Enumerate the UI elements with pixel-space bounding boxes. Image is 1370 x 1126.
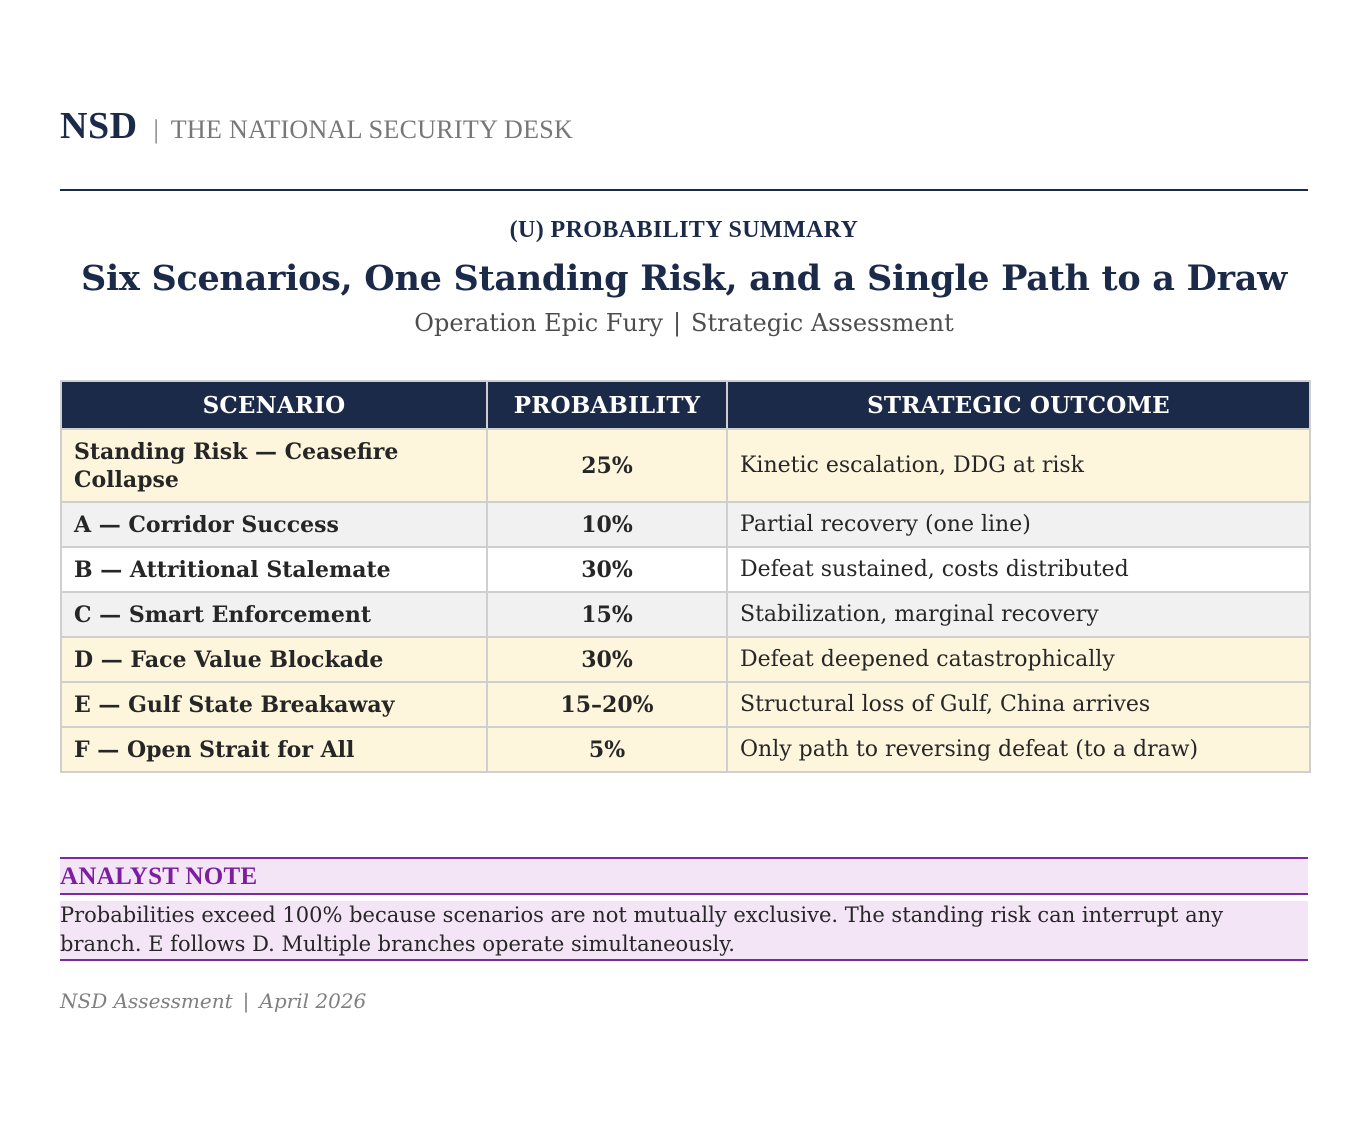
table-row [61,547,1310,592]
column-header-scenario: SCENARIO [61,381,487,429]
footer-separator: | [242,989,250,1013]
subtitle-separator: | [672,309,682,337]
probability-cell: 10% [487,502,727,547]
footer-date: April 2026 [259,989,367,1013]
table-row [61,502,1310,547]
outcome-cell: Kinetic escalation, DDG at risk [727,429,1310,502]
note-bottom-rule [60,959,1308,961]
scenario-table [60,380,1311,773]
probability-cell: 5% [487,727,727,772]
masthead-separator: | [153,115,159,144]
table-row [61,727,1310,772]
page-subtitle [60,309,1308,337]
outcome-cell: Only path to reversing defeat (to a draw) [727,727,1310,772]
footer-source: NSD Assessment [60,989,233,1013]
analyst-note-body: Probabilities exceed 100% because scenarios are not mutually exclusive. The standing risk can interrupt any branch. E follows D. Multiple branches operate simultaneously. [60,901,1308,959]
masthead-tagline: THE NATIONAL SECURITY DESK [170,115,574,144]
outcome-cell: Stabilization, marginal recovery [727,592,1310,637]
table-row [61,637,1310,682]
probability-cell: 15–20% [487,682,727,727]
outcome-cell: Defeat deepened catastrophically [727,637,1310,682]
page-title: Six Scenarios, One Standing Risk, and a Single Path to a Draw [81,258,1287,299]
scenario-cell: Standing Risk — Ceasefire Collapse [61,429,487,502]
outcome-cell: Partial recovery (one line) [727,502,1310,547]
table-row [61,682,1310,727]
column-header-outcome: STRATEGIC OUTCOME [727,381,1310,429]
subtitle-assessment: Strategic Assessment [691,309,954,337]
table-row [61,429,1310,502]
scenario-cell: E — Gulf State Breakaway [61,682,487,727]
table-header-row [61,381,1310,429]
footer [60,989,366,1013]
header-divider [60,189,1308,191]
note-divider [60,893,1308,895]
probability-cell: 15% [487,592,727,637]
probability-cell: 30% [487,637,727,682]
column-header-probability: PROBABILITY [487,381,727,429]
scenario-cell: D — Face Value Blockade [61,637,487,682]
subtitle-operation: Operation Epic Fury [414,309,663,337]
scenario-cell: A — Corridor Success [61,502,487,547]
brand-logo-text: NSD [60,105,138,147]
analyst-note-title: ANALYST NOTE [60,859,1308,893]
table-row [61,592,1310,637]
masthead [60,104,573,148]
scenario-cell: F — Open Strait for All [61,727,487,772]
scenario-cell: B — Attritional Stalemate [61,547,487,592]
probability-cell: 30% [487,547,727,592]
section-eyebrow: (U) PROBABILITY SUMMARY [509,217,859,243]
outcome-cell: Structural loss of Gulf, China arrives [727,682,1310,727]
outcome-cell: Defeat sustained, costs distributed [727,547,1310,592]
scenario-cell: C — Smart Enforcement [61,592,487,637]
probability-cell: 25% [487,429,727,502]
